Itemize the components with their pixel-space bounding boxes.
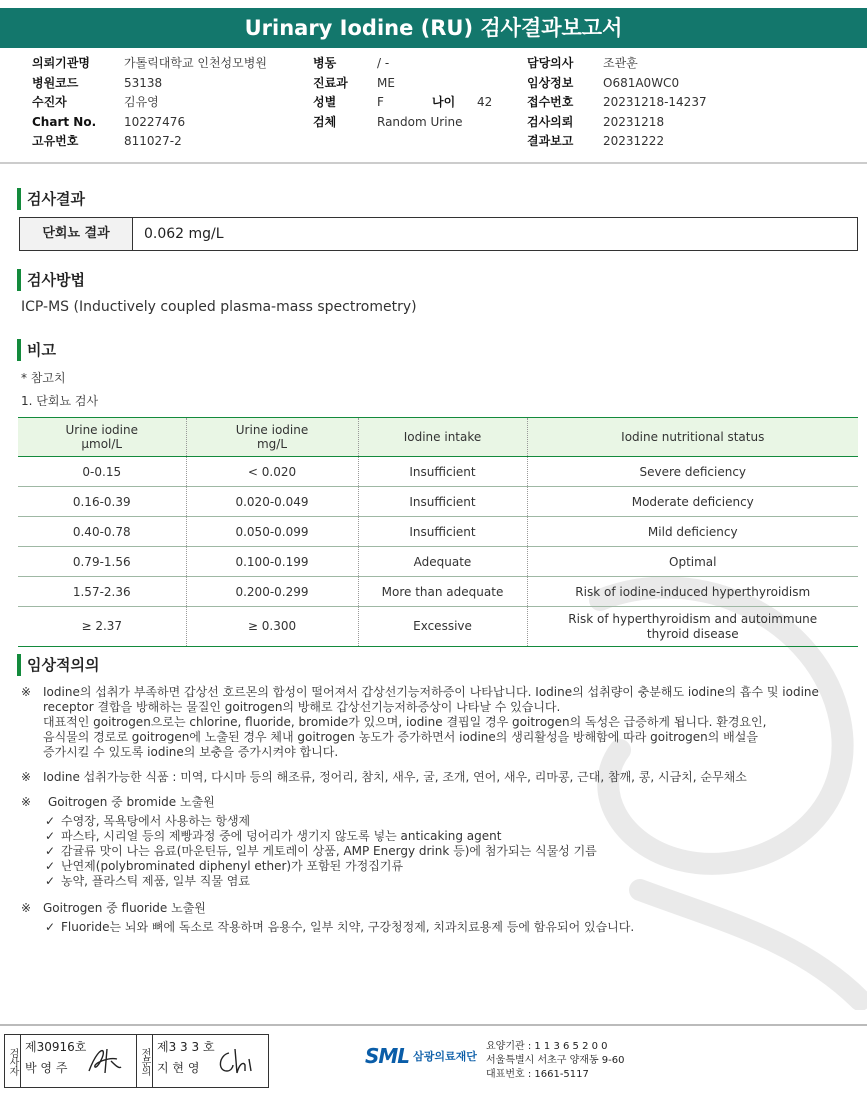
info-col-3 (527, 54, 707, 152)
info-col-2 (313, 54, 492, 132)
info-label: 고유번호 (32, 134, 79, 148)
note-mark: ※ (21, 685, 32, 699)
table-header-row (18, 418, 858, 457)
reference-sub-label: 1. 단회뇨 검사 (21, 394, 99, 408)
bromide-list (21, 814, 851, 889)
table-row (18, 487, 858, 517)
clinical-notes (21, 685, 851, 935)
info-value: 811027-2 (124, 134, 182, 148)
table-row (18, 517, 858, 547)
report-title: Urinary Iodine (RU) 검사결과보고서 (0, 8, 867, 48)
check-icon: ✓ (45, 844, 56, 858)
list-item (21, 685, 851, 760)
table-cell: ≥ 0.300 (186, 607, 358, 647)
company-name: 삼광의료재단 (413, 1050, 477, 1063)
signature-icon (215, 1047, 255, 1077)
table-cell: 0.020-0.049 (186, 487, 358, 517)
license-number: 제30916호 (25, 1040, 87, 1054)
table-cell: Risk of iodine-induced hyperthyroidism (527, 577, 858, 607)
table-cell: Mild deficiency (527, 517, 858, 547)
table-cell: ≥ 2.37 (18, 607, 186, 647)
note-line: 증가시킬 수 있도록 iodine의 보충을 증가시켜야 합니다. (43, 745, 339, 759)
table-cell: Moderate deficiency (527, 487, 858, 517)
check-item: ✓ 파스타, 시리얼 등의 제빵과정 중에 덩어리가 생기지 않도록 넣는 anticaking agent (45, 829, 502, 843)
info-value: Random Urine (377, 114, 463, 129)
note-line: Iodine의 섭취가 부족하면 갑상선 호르몬의 합성이 떨어져서 갑상선기능저하증이 나타납니다. Iodine의 섭취량이 충분해도 iodine의 흡수 및 iodine (43, 685, 819, 699)
check-icon: ✓ (45, 814, 56, 828)
info-value: O681A0WC0 (603, 75, 680, 90)
info-label: 수진자 (32, 95, 67, 109)
info-value: / - (377, 56, 390, 70)
fluoride-list (21, 920, 851, 935)
note-line: Iodine 섭취가능한 식품 : 미역, 다시마 등의 해조류, 정어리, 참치, 새우, 굴, 조개, 연어, 새우, 리마콩, 근대, 참깨, 콩, 시금치, 순무채소 (43, 770, 747, 784)
check-item: ✓ 난연제(polybrominated diphenyl ether)가 포함된 가정집기류 (45, 859, 404, 873)
section-title-result: 검사결과 (17, 188, 85, 210)
info-value: 20231218-14237 (603, 95, 707, 109)
info-label: 진료과 (313, 75, 348, 90)
header-divider (0, 162, 867, 164)
table-cell: Optimal (527, 547, 858, 577)
info-label: 병동 (313, 56, 337, 70)
info-label: 담당의사 (527, 56, 574, 70)
signature-icon (87, 1045, 123, 1075)
check-item: ✓ 농약, 플라스틱 제품, 일부 직물 염료 (45, 874, 250, 888)
company-address: 요양기관 : 1 1 3 6 5 2 0 0 서울특별시 서초구 양재동 9-60 대표번호 : 1661-5117 (486, 1041, 625, 1080)
note-line: receptor 결합을 방해하는 물질인 goitrogen의 방해로 갑상선기능저하증상이 나타날 수 있습니다. (43, 700, 561, 714)
note-line: Goitrogen 중 fluoride 노출원 (43, 901, 206, 915)
reference-table (18, 417, 858, 647)
check-icon: ✓ (45, 920, 56, 934)
table-cell: 0.200-0.299 (186, 577, 358, 607)
list-item (21, 901, 851, 916)
info-label: 병원코드 (32, 75, 79, 90)
result-box (19, 217, 858, 251)
info-label: 결과보고 (527, 134, 574, 148)
section-title-clinical: 임상적의의 (17, 654, 99, 676)
check-icon: ✓ (45, 829, 56, 843)
table-header: Urine iodine μmol/L (18, 418, 186, 457)
table-cell: < 0.020 (186, 457, 358, 487)
table-cell: 0.050-0.099 (186, 517, 358, 547)
info-label: 성별 (313, 95, 337, 109)
info-value: 조관훈 (603, 56, 638, 70)
table-cell: Severe deficiency (527, 457, 858, 487)
info-value: 10227476 (124, 114, 186, 129)
table-cell: Insufficient (358, 487, 527, 517)
signer-name: 박 영 주 (25, 1061, 68, 1075)
table-header: Iodine intake (358, 418, 527, 457)
info-value: 53138 (124, 75, 163, 90)
info-label: 임상정보 (527, 75, 574, 90)
table-row (18, 547, 858, 577)
note-line: 대표적인 goitrogen으로는 chlorine, fluoride, bromide가 있으며, iodine 결핍일 경우 goitrogen의 독성은 급증하게 됩니다. 환경요인, (43, 715, 767, 729)
table-cell: 1.57-2.36 (18, 577, 186, 607)
signer-role-1: 검사자 (5, 1035, 21, 1087)
company-logo (365, 1044, 477, 1068)
note-line: Goitrogen 중 bromide 노출원 (48, 795, 215, 809)
info-value: ME (377, 75, 395, 90)
signature-cell-2 (153, 1035, 268, 1087)
signature-box (4, 1034, 269, 1088)
info-label: 검체 (313, 114, 337, 129)
info-label: 접수번호 (527, 95, 574, 109)
info-label: Chart No. (32, 114, 97, 129)
table-row (18, 607, 858, 647)
info-value: 김유영 (124, 95, 159, 109)
table-cell: Risk of hyperthyroidism and autoimmune thyroid disease (527, 607, 858, 647)
info-label: 검사의뢰 (527, 114, 574, 129)
table-header: Urine iodine mg/L (186, 418, 358, 457)
signer-name: 지 현 영 (157, 1061, 200, 1075)
info-value: 20231218 (603, 114, 665, 129)
result-label: 단회뇨 결과 (20, 218, 133, 250)
table-row (18, 457, 858, 487)
table-cell: 0-0.15 (18, 457, 186, 487)
signature-cell-1 (21, 1035, 137, 1087)
list-item (21, 770, 851, 785)
note-mark: ※ (21, 770, 32, 784)
info-value: 20231222 (603, 134, 665, 148)
age-label: 나이 (432, 95, 456, 109)
result-value: 0.062 mg/L (144, 226, 224, 242)
note-mark: ※ (21, 901, 32, 915)
info-col-1 (32, 54, 267, 152)
table-row (18, 577, 858, 607)
section-title-remarks: 비고 (17, 339, 56, 361)
signer-role-2: 전문의 (137, 1035, 153, 1087)
section-title-method: 검사방법 (17, 269, 85, 291)
check-item: ✓ Fluoride는 뇌와 뼈에 독소로 작용하며 음용수, 일부 치약, 구강청정제, 치과치료용제 등에 함유되어 있습니다. (45, 920, 635, 934)
check-item: ✓ 감귤류 맛이 나는 음료(마운틴듀, 일부 게토레이 상품, AMP Energy drink 등)에 첨가되는 식물성 기름 (45, 844, 597, 858)
table-cell: 0.16-0.39 (18, 487, 186, 517)
note-mark: ※ (21, 795, 32, 809)
table-header: Iodine nutritional status (527, 418, 858, 457)
footer (0, 1024, 867, 1097)
table-cell: 0.79-1.56 (18, 547, 186, 577)
note-line: 음식물의 경로로 goitrogen에 노출된 경우 체내 goitrogen 농도가 증가하면서 iodine의 생리활성을 방해함에 따라 goitrogen의 배설을 (43, 730, 758, 744)
table-cell: 0.40-0.78 (18, 517, 186, 547)
sml-logo-text: SML (365, 1044, 410, 1068)
check-item: ✓ 수영장, 목욕탕에서 사용하는 항생제 (45, 814, 251, 828)
table-cell: Insufficient (358, 517, 527, 547)
check-icon: ✓ (45, 859, 56, 873)
info-label: 의뢰기관명 (32, 56, 90, 70)
list-item (21, 795, 851, 810)
table-cell: 0.100-0.199 (186, 547, 358, 577)
age-value: 42 (477, 95, 493, 109)
table-cell: Insufficient (358, 457, 527, 487)
table-cell: Excessive (358, 607, 527, 647)
method-text: ICP-MS (Inductively coupled plasma-mass spectrometry) (21, 299, 417, 315)
info-value: F (377, 95, 384, 109)
table-cell: Adequate (358, 547, 527, 577)
check-icon: ✓ (45, 874, 56, 888)
license-number: 제3 3 3 호 (157, 1040, 215, 1054)
table-cell: More than adequate (358, 577, 527, 607)
info-value: 가톨릭대학교 인천성모병원 (124, 56, 267, 70)
reference-label: * 참고치 (21, 371, 66, 385)
